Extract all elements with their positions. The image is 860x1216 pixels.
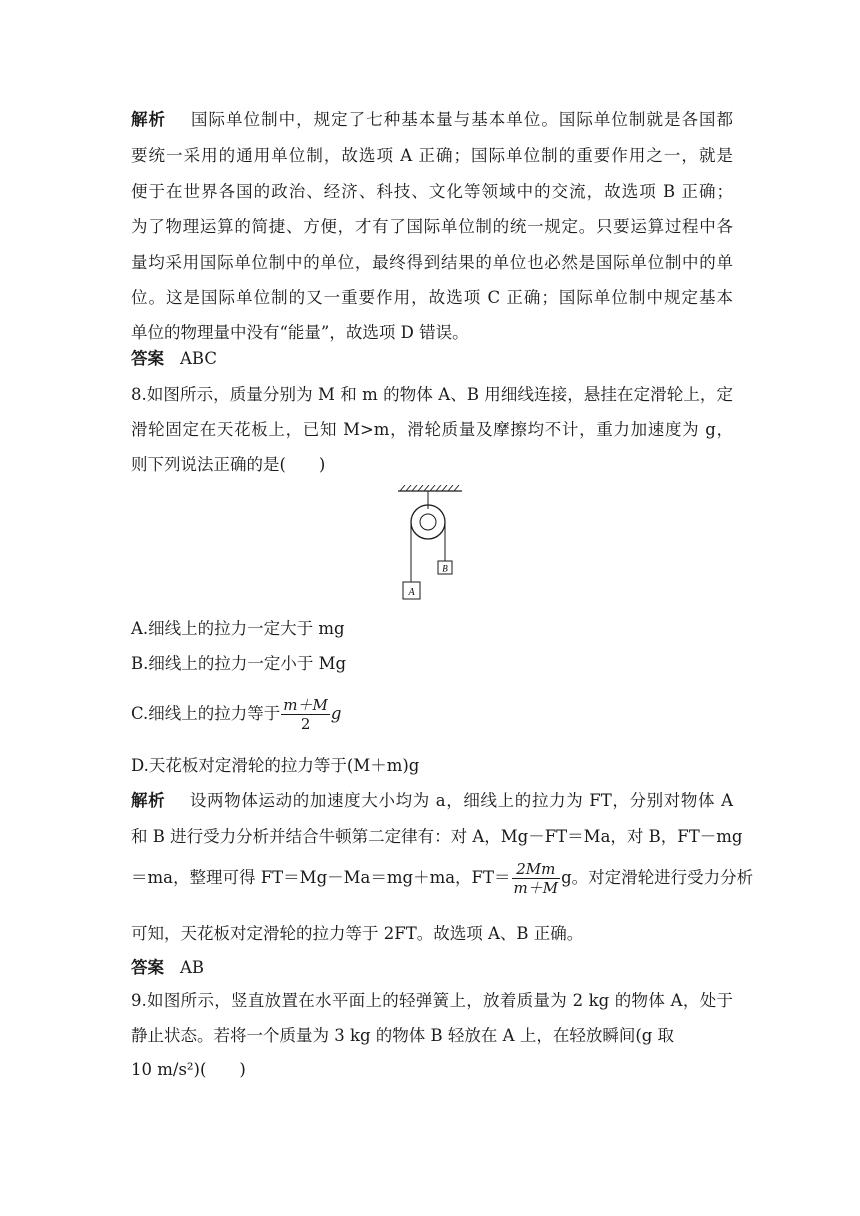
analysis2-line-4: 可知，天花板对定滑轮的拉力等于 2FT。故选项 A、B 正确。 [131,924,584,943]
question-8-line-3: 则下列说法正确的是( ) [131,455,326,474]
analysis-line-3: 便于在世界各国的政治、经济、科技、文化等领域中的交流，故选项 B 正确； [131,182,733,201]
question-9-line-1: 9.如图所示，竖直放置在水平面上的轻弹簧上，放着质量为 2 kg 的物体 A，处于 [131,991,733,1010]
analysis-line-6: 位。这是国际单位制的又一重要作用，故选项 C 正确；国际单位制中规定基本 [131,288,733,307]
option-a: A.细线上的拉力一定大于 mg [131,619,345,638]
block-b-label: B [442,563,448,574]
analysis2-line-3: ＝ma，整理可得 FT＝Mg－Ma＝mg＋ma，FT＝ $\frac{2Mm}{m+M}$ g。对定滑轮进行受力分析 [131,860,754,897]
analysis-line-2: 要统一采用的通用单位制，故选项 A 正确；国际单位制的重要作用之一，就是 [131,146,733,165]
question-8-line-1: 8.如图所示，质量分别为 M 和 m 的物体 A、B 用细线连接，悬挂在定滑轮上，定 [131,385,733,404]
pulley-hub [420,514,436,530]
block-a-label: A [408,587,415,598]
analysis-line-1: 解析 国际单位制中，规定了七种基本量与基本单位。国际单位制就是各国都 [131,110,734,129]
answer-value: ABC [180,349,217,368]
answer2-line [131,957,733,979]
pulley-diagram [395,485,465,605]
pulley-wheel [411,505,445,539]
question-9-line-3: 10 m/s²)( ) [131,1060,246,1079]
analysis2-fraction: $\frac{2Mm}{m+M}$ [513,860,559,897]
answer2-value: AB [180,958,205,977]
analysis-line-5: 量均采用国际单位制中的单位，最终得到结果的单位也必然是国际单位制中的单 [131,253,733,272]
analysis-line-7: 单位的物理量中没有“能量”，故选项 D 错误。 [131,323,469,342]
analysis2-line-1: 解析 设两物体运动的加速度大小均为 a，细线上的拉力为 FT，分别对物体 A [131,791,733,810]
analysis2-line-2: 和 B 进行受力分析并结合牛顿第二定律有：对 A，Mg－FT＝Ma，对 B，FT－mg [131,827,743,846]
analysis2-label: 解析 [131,791,166,810]
answer-label: 答案 [131,349,164,368]
answer-line [131,348,733,370]
analysis-label: 解析 [131,110,167,129]
question-8-line-2: 滑轮固定在天花板上，已知 M>m，滑轮质量及摩擦均不计，重力加速度为 g， [131,420,733,439]
ceiling [398,485,462,491]
option-b: B.细线上的拉力一定小于 Mg [131,654,347,673]
option-c-fraction: $\frac{m+M}{2}$ [283,696,328,733]
option-d: D.天花板对定滑轮的拉力等于(M＋m)g [131,756,420,775]
option-c: C.细线上的拉力等于 $\frac{m+M}{2}$ g [131,696,342,733]
answer2-label: 答案 [131,958,164,977]
question-9-line-2: 静止状态。若将一个质量为 3 kg 的物体 B 轻放在 A 上，在轻放瞬间(g 取 [131,1026,675,1045]
analysis-line-4: 为了物理运算的简捷、方便，才有了国际单位制的统一规定。只要运算过程中各 [131,217,733,236]
